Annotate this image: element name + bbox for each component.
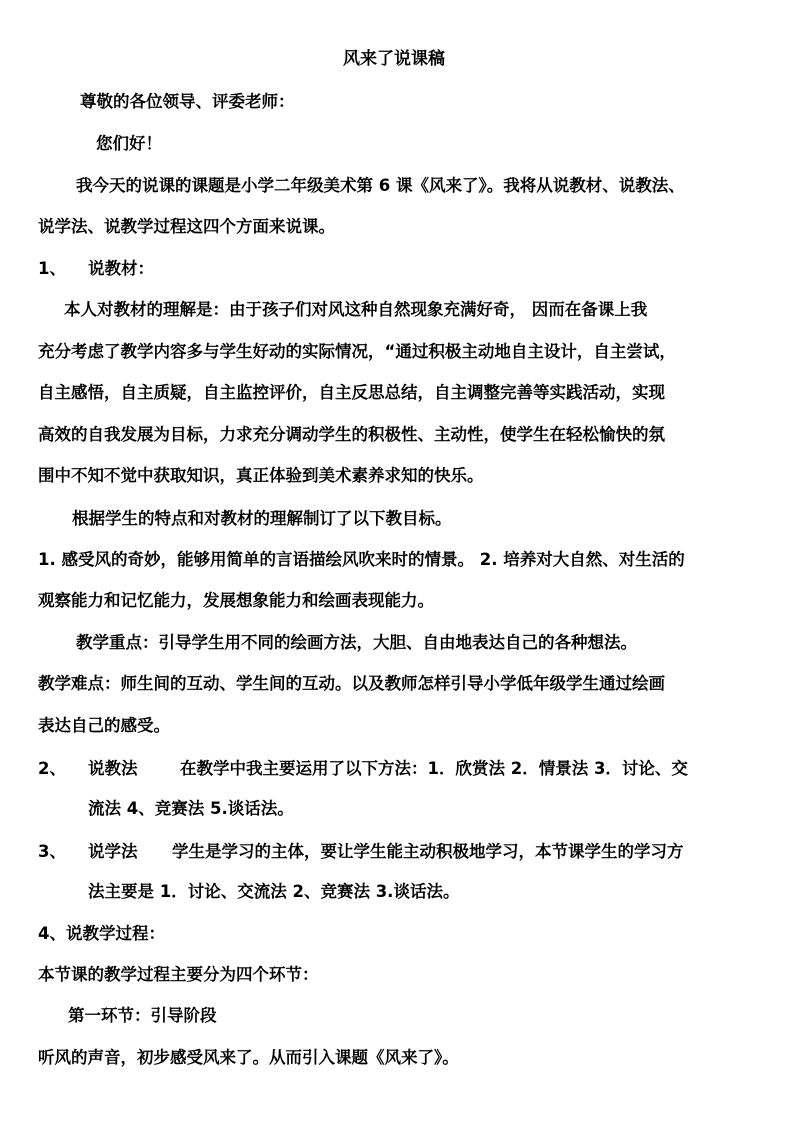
- document-title: 风来了说课稿: [343, 49, 445, 69]
- intro-line-2: 说学法、说教学过程这四个方面来说课。: [38, 217, 335, 236]
- section-3-line-2: 法主要是 1．讨论、交流法 2、竞赛法 3.谈话法。: [88, 882, 460, 901]
- difficulty-line: 教学难点：师生间的互动、学生间的互动。以及教师怎样引导小学低年级学生通过绘画: [38, 674, 665, 693]
- key-point: 教学重点：引导学生用不同的绘画方法，大胆、自由地表达自己的各种想法。: [76, 633, 637, 652]
- understanding-line: 高效的自我发展为目标，力求充分调动学生的积极性、主动性，使学生在轻松愉快的氛: [38, 425, 665, 444]
- understanding-line: 充分考虑了教学内容多与学生好动的实际情况，“通过积极主动地自主设计，自主尝试，: [38, 342, 676, 361]
- understanding-line: 自主感悟，自主质疑，自主监控评价，自主反思总结，自主调整完善等实践活动，实现: [38, 383, 665, 402]
- stage-1-text: 听风的声音，初步感受风来了。从而引入课题《风来了》。: [38, 1048, 459, 1067]
- section-2-line-1: 在教学中我主要运用了以下方法：1．欣赏法 2．情景法 3．讨论、交: [180, 759, 688, 778]
- section-4-heading: 4、说教学过程：: [38, 924, 165, 943]
- goals-line: 观察能力和记忆能力，发展想象能力和绘画表现能力。: [38, 591, 434, 610]
- stage-1-title: 第一环节：引导阶段: [68, 1006, 217, 1025]
- section-2-line-2: 流法 4、竞赛法 5.谈话法。: [88, 799, 294, 818]
- intro-line-1: 我今天的说课的课题是小学二年级美术第 6 课《风来了》。我将从说教材、说教法、: [76, 176, 685, 195]
- understanding-line: 本人对教材的理解是：由于孩子们对风这种自然现象充满好奇， 因而在备课上我: [64, 300, 648, 319]
- process-overview: 本节课的教学过程主要分为四个环节：: [38, 965, 319, 984]
- difficulty-line: 表达自己的感受。: [38, 716, 170, 735]
- section-3-heading: 说学法: [88, 842, 138, 861]
- understanding-line: 围中不知不觉中获取知识，真正体验到美术素养求知的快乐。: [38, 466, 484, 485]
- goals-intro: 根据学生的特点和对教材的理解制订了以下教目标。: [72, 509, 452, 528]
- section-1-number: 1、: [38, 259, 66, 278]
- salutation: 尊敬的各位领导、评委老师：: [80, 92, 295, 111]
- section-1-heading: 说教材：: [88, 259, 154, 278]
- section-3-number: 3、: [38, 842, 66, 861]
- greeting: 您们好！: [96, 134, 162, 153]
- section-2-number: 2、: [38, 759, 66, 778]
- section-2-heading: 说教法: [88, 759, 138, 778]
- goals-line: 1. 感受风的奇妙，能够用简单的言语描绘风吹来时的情景。 2. 培养对大自然、对生活的: [38, 550, 685, 569]
- section-3-line-1: 学生是学习的主体，要让学生能主动积极地学习，本节课学生的学习方: [172, 842, 684, 861]
